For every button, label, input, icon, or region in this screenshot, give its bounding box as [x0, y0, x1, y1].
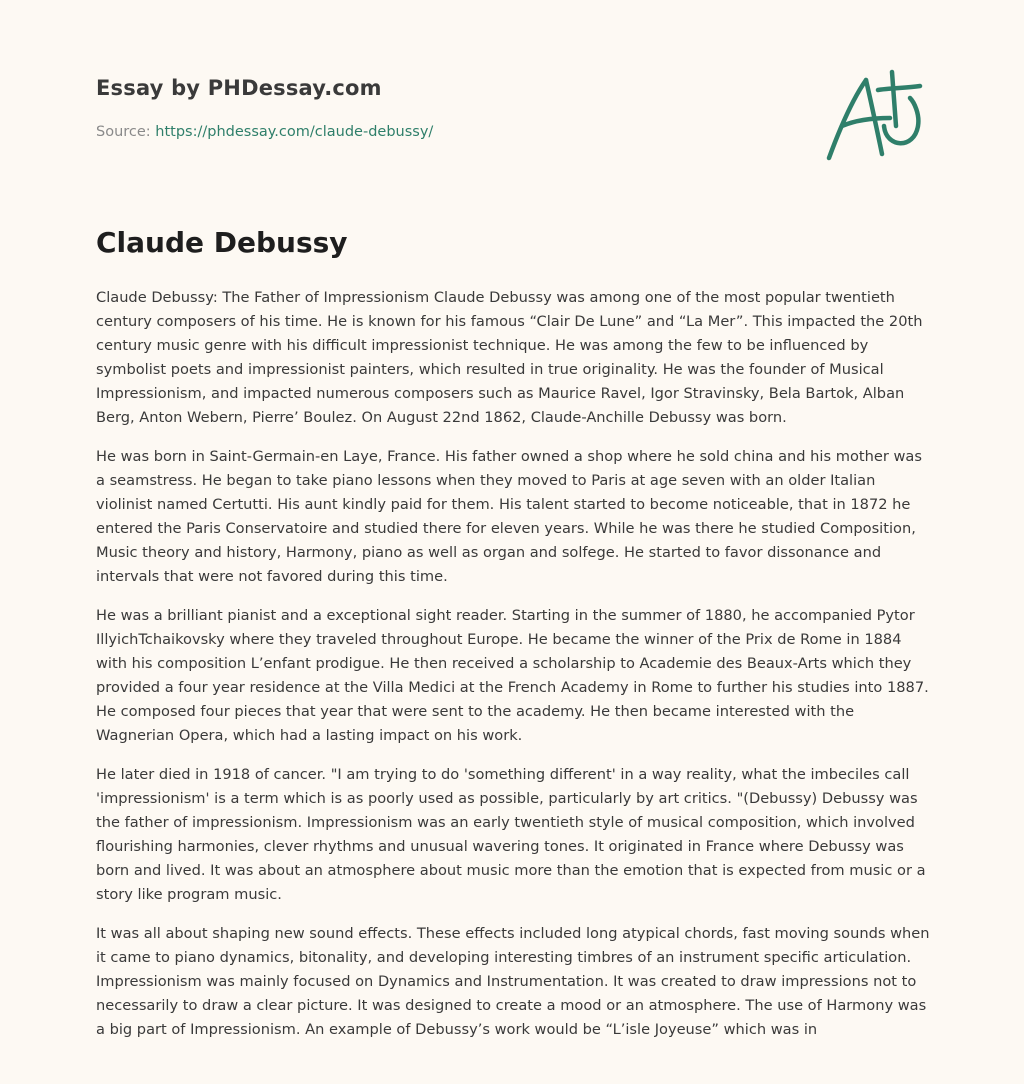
source-line — [96, 124, 433, 140]
essay-paragraph: Claude Debussy: The Father of Impressionism Claude Debussy was among one of the most popular twentieth century composers of his time. He is known for his famous “Clair De Lune” and “La Mer”. This impacted the 20th century music genre with his difficult impressionist technique. He was among the few to be influenced by symbolist poets and impressionist painters, which resulted in true originality. He was the founder of Musical Impressionism, and impacted numerous composers such as Maurice Ravel, Igor Stravinsky, Bela Bartok, Alban Berg, Anton Webern, Pierre’ Boulez. On August 22nd 1862, Claude-Anchille Debussy was born. — [96, 289, 923, 426]
essay-title: Claude Debussy — [96, 226, 348, 259]
essay-paragraph: He was born in Saint-Germain-en Laye, France. His father owned a shop where he sold china and his mother was a seamstress. He began to take piano lessons when they moved to Paris at age seven with an older Italian violinist named Certutti. His aunt kindly paid for them. His talent started to become noticeable, that in 1872 he entered the Paris Conservatoire and studied there for eleven years. While he was there he studied Composition, Music theory and history, Harmony, piano as well as organ and solfege. He started to favor dissonance and intervals that were not favored during this time. — [96, 448, 922, 585]
essay-paragraph: He later died in 1918 of cancer. "I am trying to do 'something different' in a way reality, what the imbeciles call 'impressionism' is a term which is as poorly used as possible, particularly by art critics. "(Debussy) Debussy was the father of impressionism. Impressionism was an early twentieth style of musical composition, which involved flourishing harmonies, clever rhythms and unusual wavering tones. It originated in France where Debussy was born and lived. It was about an atmosphere about music more than the emotion that is expected from music or a story like program music. — [96, 766, 926, 903]
essay-paragraph: He was a brilliant pianist and a exceptional sight reader. Starting in the summer of 1880, he accompanied Pytor IllyichTchaikovsky where they traveled throughout Europe. He became the winner of the Prix de Rome in 1884 with his composition L’enfant prodigue. He then received a scholarship to Academie des Beaux-Arts which they provided a four year residence at the Villa Medici at the French Academy in Rome to further his studies into 1887. He composed four pieces that year that were sent to the academy. He then became interested with the Wagnerian Opera, which had a lasting impact on his work. — [96, 607, 929, 744]
a-plus-logo-icon — [822, 66, 928, 164]
essay-body — [96, 286, 932, 1057]
essay-paragraph: It was all about shaping new sound effects. These effects included long atypical chords, fast moving sounds when it came to piano dynamics, bitonality, and developing interesting timbres of an instrument specific articulation. Impressionism was mainly focused on Dynamics and Instrumentation. It was created to draw impressions not to necessarily to draw a clear picture. It was designed to create a mood or an atmosphere. The use of Harmony was a big part of Impressionism. An example of Debussy’s work would be “L’isle Joyeuse” which was in — [96, 925, 930, 1038]
source-link[interactable]: https://phdessay.com/claude-debussy/ — [155, 124, 434, 140]
site-brand: Essay by PHDessay.com — [96, 76, 382, 100]
source-label: Source: — [96, 124, 156, 140]
